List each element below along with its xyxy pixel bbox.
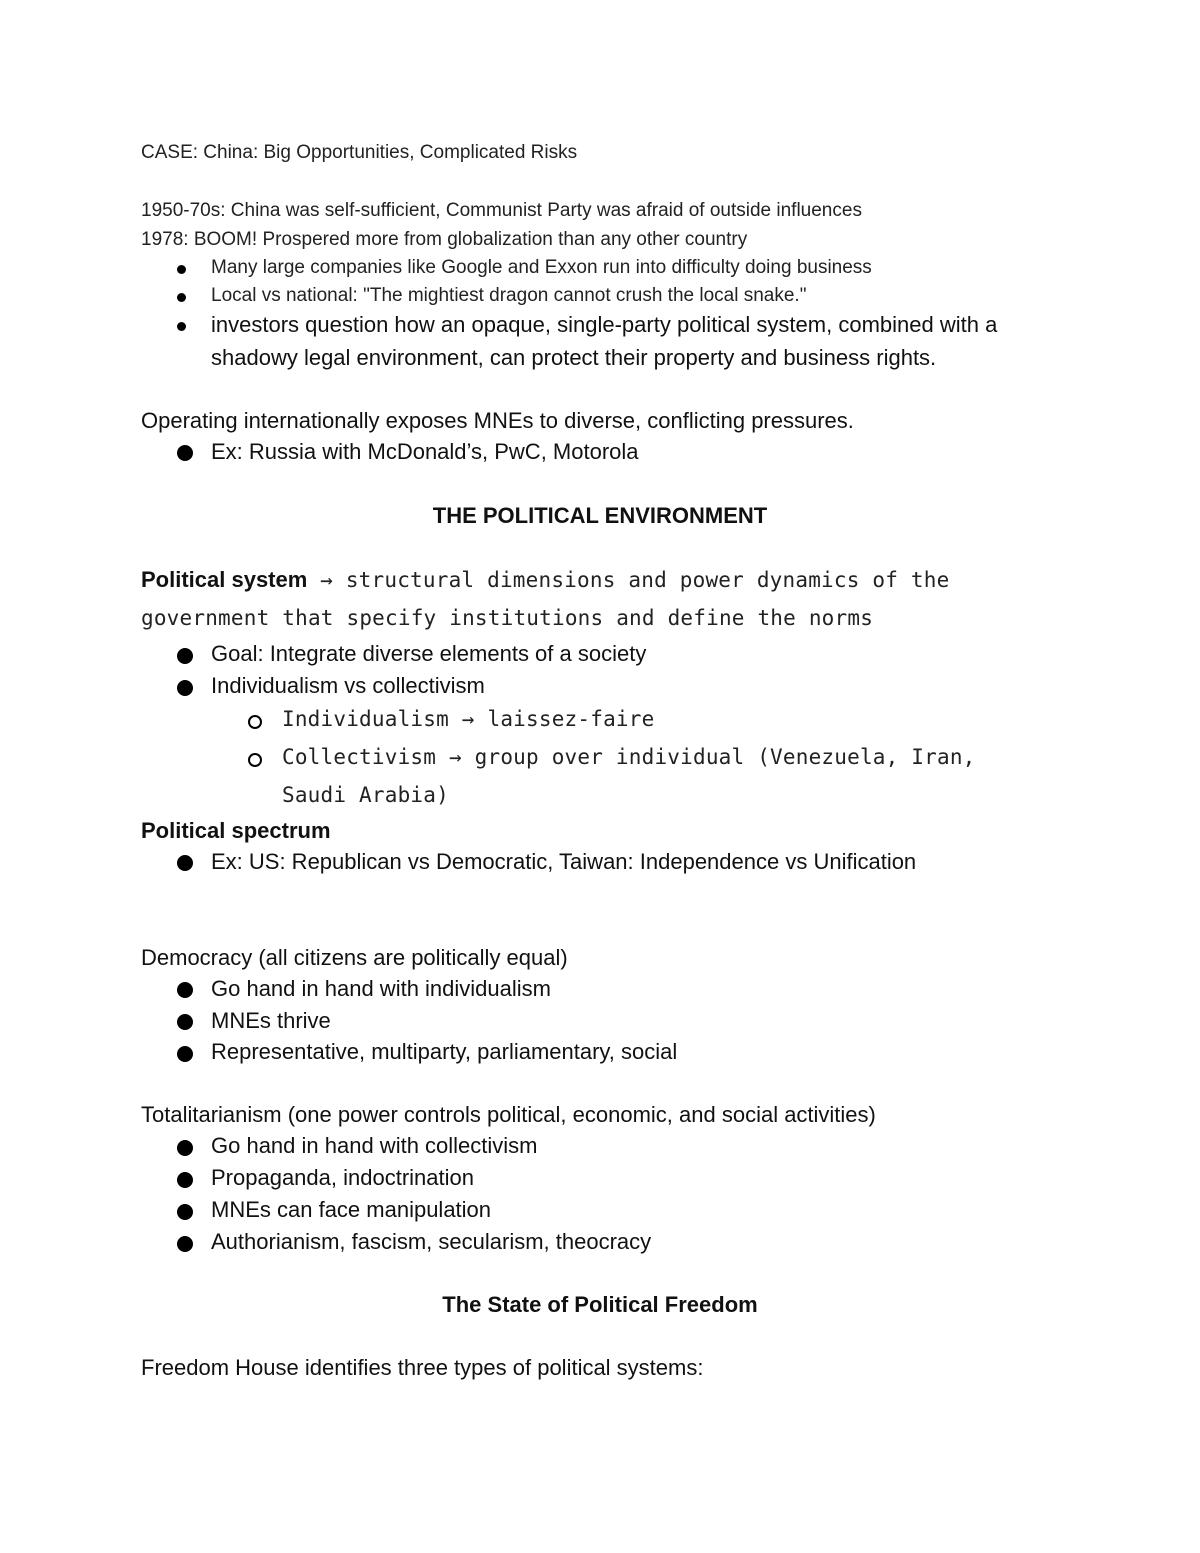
bullet-icon: [177, 855, 193, 871]
hollow-bullet-icon: [248, 753, 262, 767]
bullet-icon: [177, 1140, 193, 1156]
political-bullet-individualism: Individualism vs collectivism: [211, 673, 485, 698]
bullet-icon: [177, 982, 193, 998]
bullet-icon: [177, 322, 186, 331]
case-bullet-2: Local vs national: "The mightiest dragon cannot crush the local snake.": [211, 285, 807, 306]
bullet-icon: [177, 1014, 193, 1030]
totalitarianism-bullet-3: MNEs can face manipulation: [211, 1197, 492, 1222]
sub-bullet-collectivism-cont: Saudi Arabia): [282, 783, 449, 807]
sub-bullet-collectivism: Collectivism → group over individual (Venezuela, Iran,: [282, 745, 976, 769]
totalitarianism-bullet-4: Authorianism, fascism, secularism, theocracy: [211, 1229, 652, 1254]
bullet-icon: [177, 265, 186, 274]
political-system-line: [141, 567, 949, 593]
totalitarianism-text: Totalitarianism (one power controls political, economic, and social activities): [141, 1102, 876, 1127]
freedom-heading: The State of Political Freedom: [442, 1292, 758, 1317]
operating-bullet: Ex: Russia with McDonald’s, PwC, Motorola: [211, 439, 639, 464]
political-environment-heading: THE POLITICAL ENVIRONMENT: [432, 503, 768, 528]
operating-text: Operating internationally exposes MNEs to diverse, conflicting pressures.: [141, 408, 854, 433]
democracy-bullet-2: MNEs thrive: [211, 1008, 331, 1033]
case-bullet-3: investors question how an opaque, single-party political system, combined with a: [211, 312, 998, 337]
bullet-icon: [177, 648, 193, 664]
bullet-icon: [177, 445, 193, 461]
hollow-bullet-icon: [248, 715, 262, 729]
political-system-def-2: government that specify institutions and define the norms: [141, 606, 874, 630]
democracy-bullet-3: Representative, multiparty, parliamentary, social: [211, 1039, 678, 1064]
bullet-icon: [177, 1172, 193, 1188]
case-bullet-1: Many large companies like Google and Exxon run into difficulty doing business: [211, 257, 872, 278]
totalitarianism-bullet-1: Go hand in hand with collectivism: [211, 1133, 538, 1158]
case-title: CASE: China: Big Opportunities, Complicated Risks: [141, 142, 578, 163]
case-line-1950: 1950-70s: China was self-sufficient, Communist Party was afraid of outside influences: [141, 200, 862, 221]
political-spectrum-bullet: Ex: US: Republican vs Democratic, Taiwan: Independence vs Unification: [211, 849, 917, 874]
bullet-icon: [177, 1204, 193, 1220]
bullet-icon: [177, 293, 186, 302]
bullet-icon: [177, 1236, 193, 1252]
sub-bullet-individualism: Individualism → laissez-faire: [282, 707, 655, 731]
political-bullet-goal: Goal: Integrate diverse elements of a society: [211, 641, 647, 666]
totalitarianism-bullet-2: Propaganda, indoctrination: [211, 1165, 474, 1190]
case-bullet-3-cont: shadowy legal environment, can protect their property and business rights.: [211, 345, 937, 370]
democracy-text: Democracy (all citizens are politically equal): [141, 945, 568, 970]
bullet-icon: [177, 680, 193, 696]
bullet-icon: [177, 1046, 193, 1062]
freedom-text: Freedom House identifies three types of political systems:: [141, 1355, 704, 1380]
democracy-bullet-1: Go hand in hand with individualism: [211, 976, 551, 1001]
political-system-def-1: → structural dimensions and power dynamics of the: [307, 568, 950, 592]
political-spectrum-term: Political spectrum: [141, 818, 331, 843]
political-system-term: Political system: [141, 567, 308, 592]
case-line-1978: 1978: BOOM! Prospered more from globalization than any other country: [141, 229, 748, 250]
